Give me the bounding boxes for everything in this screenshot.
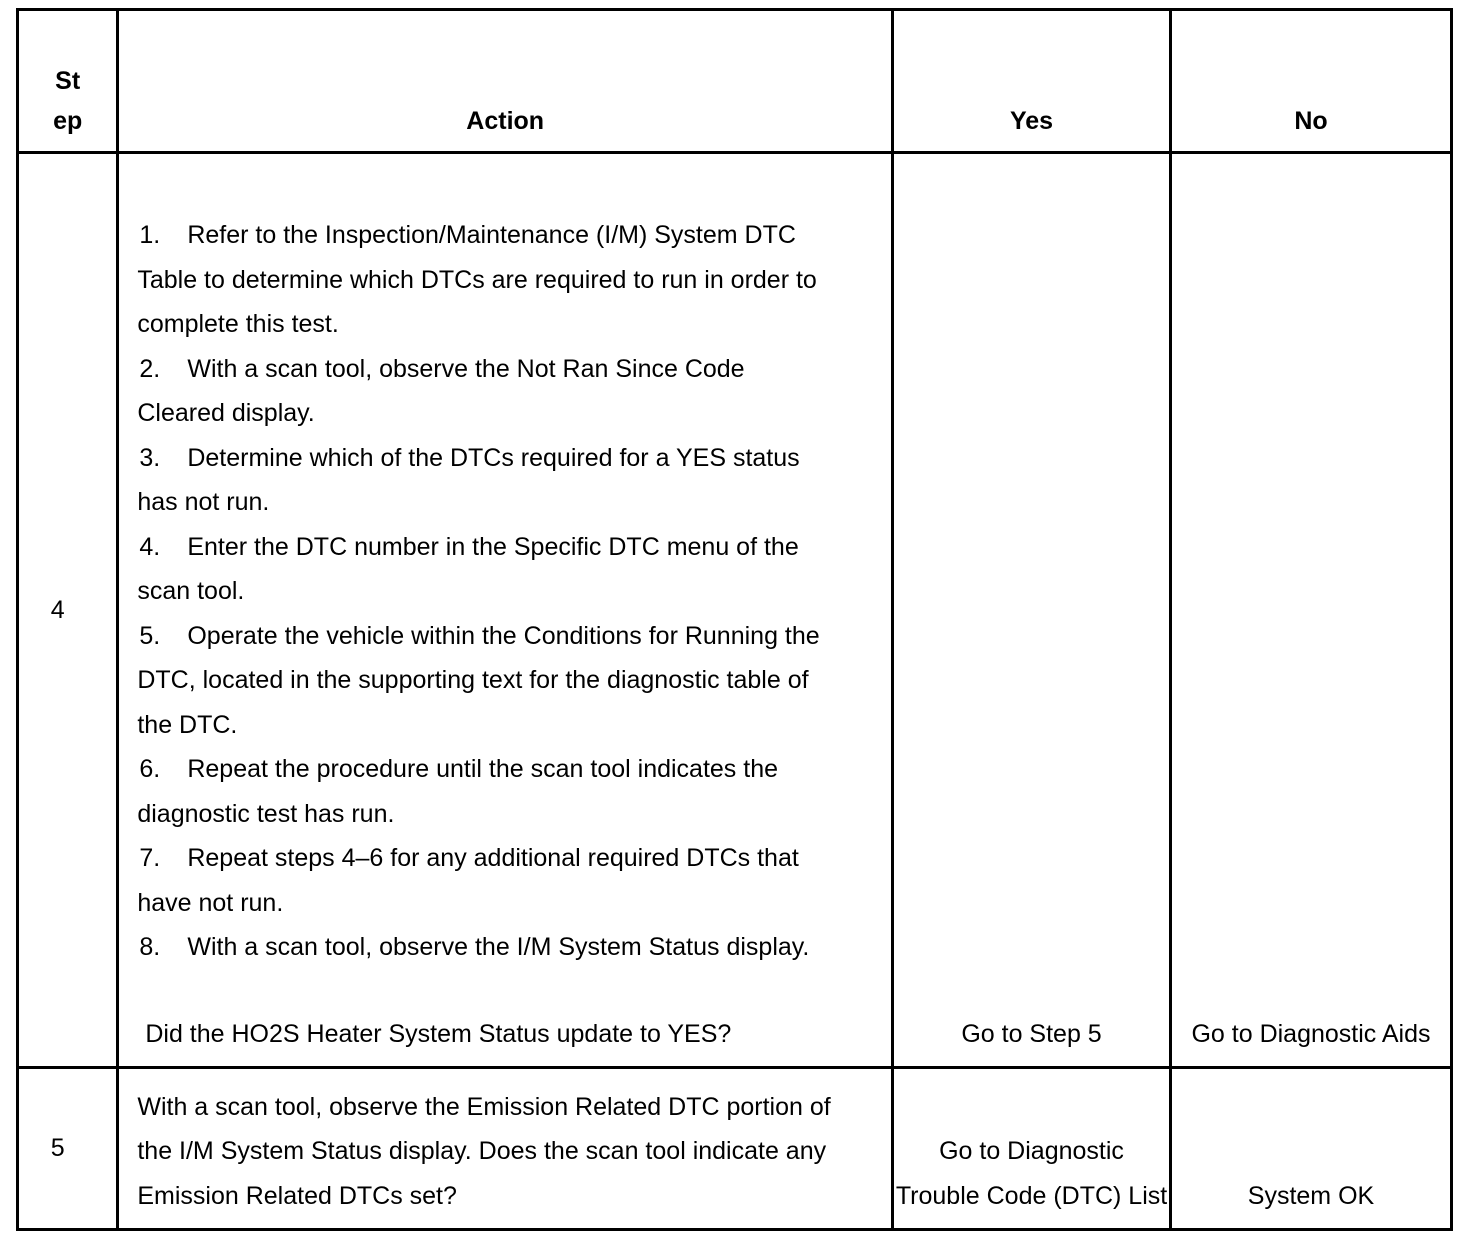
item-number: 3. — [139, 443, 161, 472]
diagnostic-table — [16, 8, 1453, 1231]
item-text: Determine which of the DTCs required for a YES status has not run. — [137, 443, 800, 516]
item-number: 1. — [139, 221, 161, 249]
step-column-header — [18, 10, 118, 153]
list-item — [137, 525, 821, 614]
item-text: Operate the vehicle within the Conditions for Running the DTC, located in the supporting text for the diagnostic table of the DTC. — [137, 621, 820, 739]
no-cell: System OK — [1171, 1068, 1452, 1230]
table-row — [18, 153, 1452, 1068]
item-number: 5. — [139, 621, 161, 650]
item-text: With a scan tool, observe the I/M System Status display. — [187, 933, 810, 961]
list-item — [137, 747, 821, 836]
item-text: Repeat steps 4–6 for any additional required DTCs that have not run. — [137, 844, 799, 917]
list-item — [137, 836, 821, 925]
list-item — [137, 925, 821, 970]
no-column-header: No — [1171, 10, 1452, 153]
yes-cell: Go to Step 5 — [893, 153, 1171, 1068]
list-item — [137, 213, 821, 347]
action-column-header: Action — [118, 10, 893, 153]
list-item — [137, 614, 821, 748]
item-number: 7. — [139, 844, 161, 872]
step-number: 4 — [18, 153, 118, 1068]
action-cell: With a scan tool, observe the Emission Related DTC portion of the I/M System Status display. Does the scan tool indicate any Emission Related DTCs set? — [118, 1068, 893, 1230]
yes-cell: Go to Diagnostic Trouble Code (DTC) List — [893, 1068, 1171, 1230]
item-number: 6. — [139, 755, 161, 783]
item-number: 8. — [139, 933, 161, 961]
item-number: 4. — [139, 532, 161, 561]
step-header-line1: St — [55, 67, 81, 95]
table-row — [18, 1068, 1452, 1230]
yes-column-header: Yes — [893, 10, 1171, 153]
item-number: 2. — [139, 354, 161, 383]
action-steps-list — [137, 213, 821, 970]
item-text: Enter the DTC number in the Specific DTC menu of the scan tool. — [137, 532, 799, 605]
item-text: Repeat the procedure until the scan tool indicates the diagnostic test has run. — [137, 755, 779, 828]
list-item — [137, 436, 821, 525]
step-number: 5 — [18, 1068, 118, 1230]
item-text: Refer to the Inspection/Maintenance (I/M) System DTC Table to determine which DTCs are required to run in order to complete this test. — [137, 221, 817, 338]
action-cell — [118, 153, 893, 1068]
step-question: Did the HO2S Heater System Status update to YES? — [145, 1019, 732, 1048]
header-row — [18, 10, 1452, 153]
no-cell: Go to Diagnostic Aids — [1171, 153, 1452, 1068]
list-item — [137, 347, 821, 436]
step-header-line2: ep — [53, 107, 83, 135]
item-text: With a scan tool, observe the Not Ran Since Code Cleared display. — [137, 354, 745, 427]
